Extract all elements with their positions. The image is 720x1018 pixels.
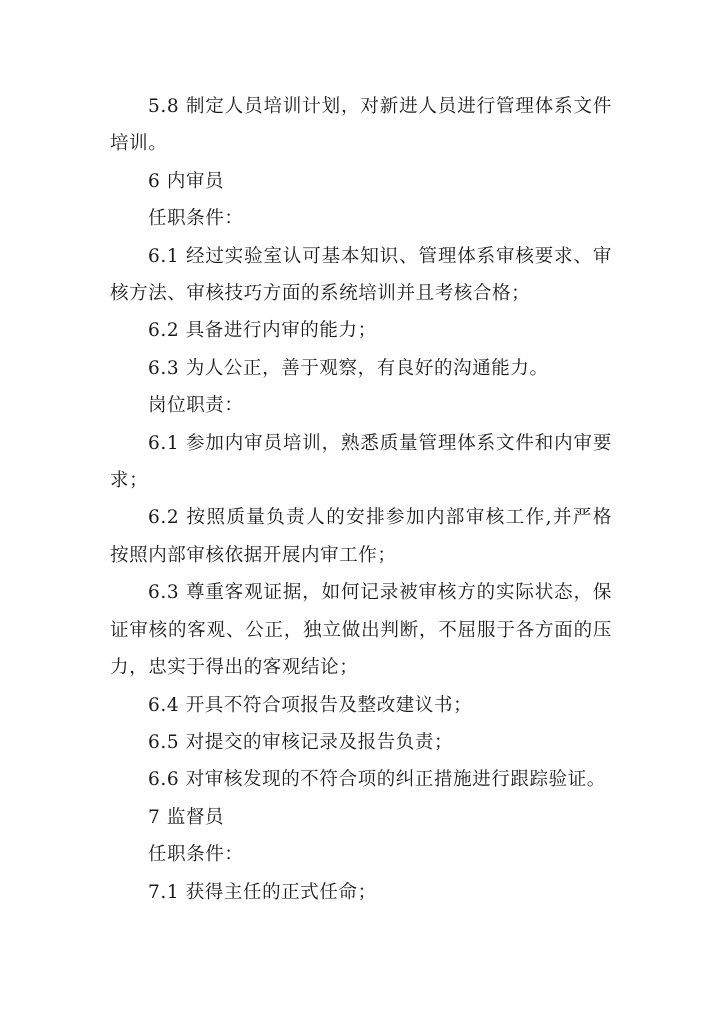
paragraph-5-8: 5.8 制定人员培训计划，对新进人员进行管理体系文件培训。 [110, 96, 612, 155]
paragraph-6-3-requirement: 6.3 为人公正，善于观察，有良好的沟通能力。 [148, 357, 549, 379]
subheading-duties: 岗位职责： [148, 395, 244, 417]
section-heading-6: 6 内审员 [148, 170, 225, 192]
paragraph-6-5-duty: 6.5 对提交的审核记录及报告负责； [148, 731, 454, 753]
paragraph-6-1-requirement: 6.1 经过实验室认可基本知识、管理体系审核要求、审核方法、审核技巧方面的系统培训并且考核合格； [110, 245, 612, 305]
paragraph-7-1-requirement: 7.1 获得主任的正式任命； [148, 881, 377, 903]
paragraph-6-1-duty: 6.1 参加内审员培训，熟悉质量管理体系文件和内审要求； [110, 432, 612, 492]
subheading-requirements: 任职条件： [148, 208, 244, 230]
paragraph-6-2-duty: 6.2 按照质量负责人的安排参加内部审核工作,并严格按照内部审核依据开展内审工作； [110, 507, 612, 566]
paragraph-6-4-duty: 6.4 开具不符合项报告及整改建议书； [148, 694, 473, 716]
paragraph-6-3-duty: 6.3 尊重客观证据，如何记录被审核方的实际状态，保证审核的客观、公正，独立做出判断，不屈服于各方面的压力，忠实于得出的客观结论； [110, 582, 612, 679]
paragraph-6-2-requirement: 6.2 具备进行内审的能力； [148, 320, 377, 342]
subheading-requirements-7: 任职条件： [148, 844, 244, 866]
document-body [110, 88, 612, 911]
section-heading-7: 7 监督员 [148, 806, 225, 828]
paragraph-6-6-duty: 6.6 对审核发现的不符合项的纠正措施进行跟踪验证。 [148, 769, 606, 791]
